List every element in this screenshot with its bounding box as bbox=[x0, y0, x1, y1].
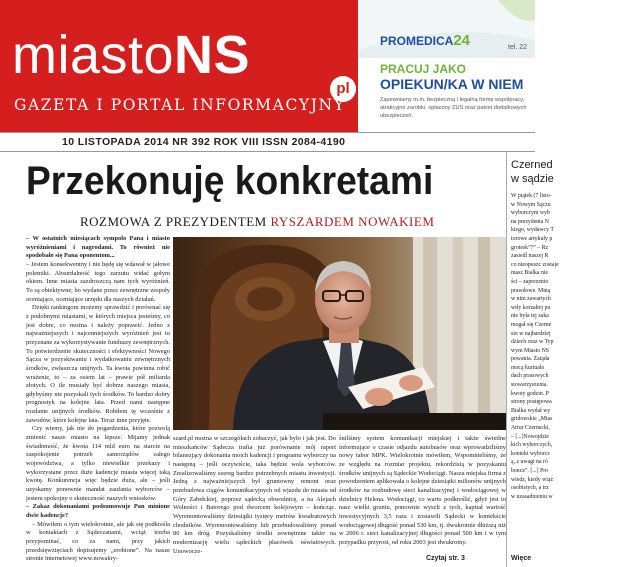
sidebar-text-line: nie była tej zaka bbox=[511, 313, 549, 320]
sidebar-headline-line: Czerned bbox=[511, 159, 553, 171]
logo-light: miasto bbox=[12, 25, 175, 85]
subhead-name: RYSZARDEM NOWAKIEM bbox=[270, 214, 435, 229]
ad-line-2: OPIEKUN/KA W NIEM bbox=[380, 76, 524, 92]
sidebar-text-line: kontekt wyborcz bbox=[511, 450, 550, 457]
logo-bold: NS bbox=[174, 25, 251, 85]
sidebar-text-line: strony postępowa bbox=[511, 399, 552, 406]
sidebar-text-line: boncz”. [...] Pro bbox=[511, 468, 549, 474]
sidebar-text-line: zasiedl naszej R bbox=[511, 253, 549, 260]
ad-brand-name bbox=[380, 32, 470, 49]
issue-date-line: 10 LISTOPADA 2014 NR 392 ROK VIII ISSN 2084-4190 bbox=[62, 136, 346, 148]
sidebar-text-line: Bialka wydał wy bbox=[511, 407, 551, 414]
sidebar-text-line: wyborczym wyb bbox=[511, 210, 550, 217]
sidebar-text-line: sin w najbardziej bbox=[511, 330, 551, 337]
article-text: szard.pl można w szczegółach zobaczyć, jak było i jak jest. Do mieszkańców Sądecza trafia już porównanie mój raport bilansujący dokonania moich kadencji i programu wyborczy na następną – jeśli oczywiście, taka będzie wola wyborców. Zrealizowaliśmy szereg bardzo potrzebnych miastu inwestycji. Jedną z najważniejszych był gruntowny remont oraz przebudowa ciągów komunikacyjnych od wjazdu do miasta od Góry Zabełckiej, poprzez sądecką obwodnicę, a na Alejach Wolności i Batorego pod dworcem kolejowym – kończąc. Wyremontowaliśmy dziesiątki tysięcy metrów kwadratowych chodników. Wyremontowaliśmy lub przebudowaliśmy ponad 80 km dróg. Pozyskaliśmy środki zewnętrzne także na modernizację wielu sądeckich placówek oświatowych. Unowocze- bbox=[173, 435, 336, 555]
ad-line-1: PRACUJ JAKO bbox=[380, 62, 467, 76]
sidebar-text-line: w Nowym Sączu bbox=[511, 201, 551, 208]
sidebar-text-line: ści – zaprezento bbox=[511, 278, 549, 285]
sidebar-text-line: mocą kurtualo bbox=[511, 364, 545, 371]
sidebar-text-line: w nim zawartych bbox=[511, 296, 551, 303]
article-column-middle bbox=[173, 435, 336, 565]
interview-answer: – Mówiłem o tym wielokrotnie, ale jak się podkreśla w kontaktach z Sądeczanami, wciąż trzeba przypominać, co za nami, przy jakich przedsięwzięciach dopisujemy „erobione”. Na nasze stronie internetowej www.nowakry- bbox=[26, 520, 170, 563]
interview-answer: – Jestem konsekwentny i nie będę się wdawał w jałowe polemiki. Absurdalność tego zarzutu widać gołym okiem. Inne miasta zazdroszczą nam tych wyróżnień. To są obiektywne, bo wydane przez zewnętrzne zespoły oceniające, oceniające urzędu dla naszych działań. bbox=[26, 260, 170, 303]
sidebar-text-line: prawdowe. Miną bbox=[511, 287, 551, 294]
sidebar-text-line: – [...]Nowojdzie bbox=[511, 433, 549, 440]
article-column-left bbox=[26, 235, 170, 565]
issue-info-bar bbox=[0, 132, 535, 152]
interview-answer: Czy wiemy, jak nie do pogardzenia, które pozwolą zmienić nasze miasto na lepsze. Mijamy jednak świadomość, że kwota 114 mld euro na starcie na zaspokojenie potrzeb samorządów całego województwa, a tylko niewielkie przekazy i wykorzystane przez duże kadencje miasta więcej taką kwotę. Konkurencja więc będzie duża, ale – jeśli uzyskamy ponownie mandat zaufania wyborców – jestem spokojny o skuteczność naszych wniosków. bbox=[26, 425, 170, 502]
sidebar-text-line: wiły korzałtej pu bbox=[511, 304, 551, 311]
ad-brand-number: 24 bbox=[453, 32, 471, 49]
sidebar-text-line: torowe artykuły p bbox=[511, 235, 553, 242]
sidebar-text-line: dach prasowych bbox=[511, 373, 549, 380]
article-headline: Przekonuję konkretami bbox=[26, 159, 434, 203]
sidebar-headline bbox=[511, 158, 631, 186]
logo[interactable] bbox=[12, 25, 251, 85]
article-text: śniliśmy system komunikacji miejskiej i także świetlne informujące o czasie odjazdu autobusów oraz wprowadziliśmy nowy tabor MPK. Wielokrotnie mówiłem, Wspomnieliśmy, że ze względu na rozmiar projektu, rekordzistą w pozyskaniu środków unijnych są Sądeckie Wodociągi. Nasza miejska firma z powodzeniem aplikowała o kolejne dziesiątki milionów unijnych środków na rozbudowę sieci kanalizacyjnej i wodociągowej w dzielnicy Helena. Wodociągi, co warto podkreślić, gdyż jest to nasz wielki gruntu, ponownie wyszli z tych, kapitał wartość inwestycyjnych 3,5 raza i zostawili Sądecki w kontekście wodociągowej długość ponad 530 km, tj. dwukrotnie dłuższą niż w 2006 r. sieci kanalizacyjnej długości ponad 500 km i w tym przypadku przyrost, od roku 2003 jest dwukrotny. bbox=[339, 435, 506, 546]
masthead bbox=[0, 0, 358, 132]
sidebar-text-line: powania. Zatąda bbox=[511, 356, 550, 363]
sidebar-text-line: dziech oraz w Typ bbox=[511, 339, 554, 346]
sidebar-body bbox=[511, 192, 631, 501]
sidebar-text-line: ą, z uwagi na ró bbox=[511, 459, 548, 466]
ad-fine-print: Zapewniamy m.in. bezpieczną i legalną formę współpracy, atrakcyjne zarobki, opłacony ZUS oraz pakiet dodatkowych ubezpieczeń. bbox=[380, 97, 527, 119]
sidebar-text-line: kwoty godzin. P bbox=[511, 390, 549, 397]
sidebar-text-line: w uzasadnieniu w bbox=[511, 493, 553, 500]
sidebar-text-line: grotesk”?” – Rz bbox=[511, 244, 549, 251]
sidebar-text-line: kich wyborczych, bbox=[511, 442, 553, 449]
masthead-tagline: GAZETA I PORTAL INFORMACYJNY bbox=[14, 96, 346, 114]
sidebar-text-line: co nieopuszc zostaje bbox=[511, 261, 559, 268]
photo-president-portrait bbox=[173, 237, 506, 430]
sidebar-continued-link[interactable]: Więce bbox=[511, 555, 532, 562]
logo-pl-badge: pl bbox=[330, 76, 356, 102]
article-column-right bbox=[339, 435, 506, 565]
interview-answer: Dzięki rankingom możemy sprawdzić i porównać się z podobnymi miastami, w których miejsca jesteśmy, co jest dobre, co można i należy poprawić. Jedno z najważniejszych i najcenniejszych wyróżnień jest to przyznane za wykorzystywanie funduszy zewnętrznych. To potwierdzenie skuteczności i efektywności Nowego Sącza w pozyskiwaniu i wydatkowaniu zewnętrznych środków, zwłaszcza unijnych. Ta kwota powinna robić wrażenie, to – za osiem lat – prawie pół miliarda złotych. O ile musiały być dobrze naszego miasta, gdybyśmy nie pozyskali tych środków. To bardzo dobry prognostyk na kolejne lata. Przed nami następne rozdanie unijnych środków. Robiłem tę wcześnie z zawodów, które kolejne lata. Teraz inne przyjęte. bbox=[26, 304, 170, 424]
sidebar-text-line: kiego, wydawcy T bbox=[511, 227, 554, 234]
sidebar-text-line: gridowskie „Mias bbox=[511, 416, 553, 423]
sidebar-text-line: stowarzyszenia. bbox=[511, 382, 548, 389]
sidebar-text-line: wiedz, kiedy wiąż bbox=[511, 476, 554, 483]
sidebar-text-line: masz Bialka nie bbox=[511, 270, 549, 277]
sidebar-text-line: W piątek (7 listo- bbox=[511, 193, 552, 199]
interview-question: – W ostatnich miesiącach sympolo Pana i miasto wyróżnieniami i nagrodami. To również nie spodobało się Pana oponentom... bbox=[26, 235, 170, 260]
article-photo[interactable] bbox=[173, 237, 506, 430]
ad-brand-text: PROMEDICA bbox=[380, 34, 454, 48]
sidebar-text-line: na prezydenta N bbox=[511, 218, 549, 225]
interview-question: – Zakaz dokonaniami podsumowuje Pan minione dwie kadencje? bbox=[26, 503, 170, 519]
sidebar-headline-line: w sądzie bbox=[511, 173, 554, 185]
sidebar-text-line: Artur Czernecki, bbox=[511, 425, 550, 432]
ad-phone: tel. 22 bbox=[508, 44, 528, 51]
sidebar-article bbox=[506, 152, 559, 567]
advertisement[interactable] bbox=[358, 0, 535, 132]
sidebar-text-line: wym Miasto NS bbox=[511, 347, 550, 354]
article-subheadline bbox=[80, 214, 434, 230]
subhead-prefix: ROZMOWA Z PREZYDENTEM bbox=[80, 214, 267, 229]
continued-on-page-link[interactable]: Czytaj str. 3 bbox=[426, 555, 465, 562]
sidebar-text-line: osobistych, a trz bbox=[511, 485, 549, 492]
sidebar-text-line: mogał się Czerne bbox=[511, 321, 552, 328]
